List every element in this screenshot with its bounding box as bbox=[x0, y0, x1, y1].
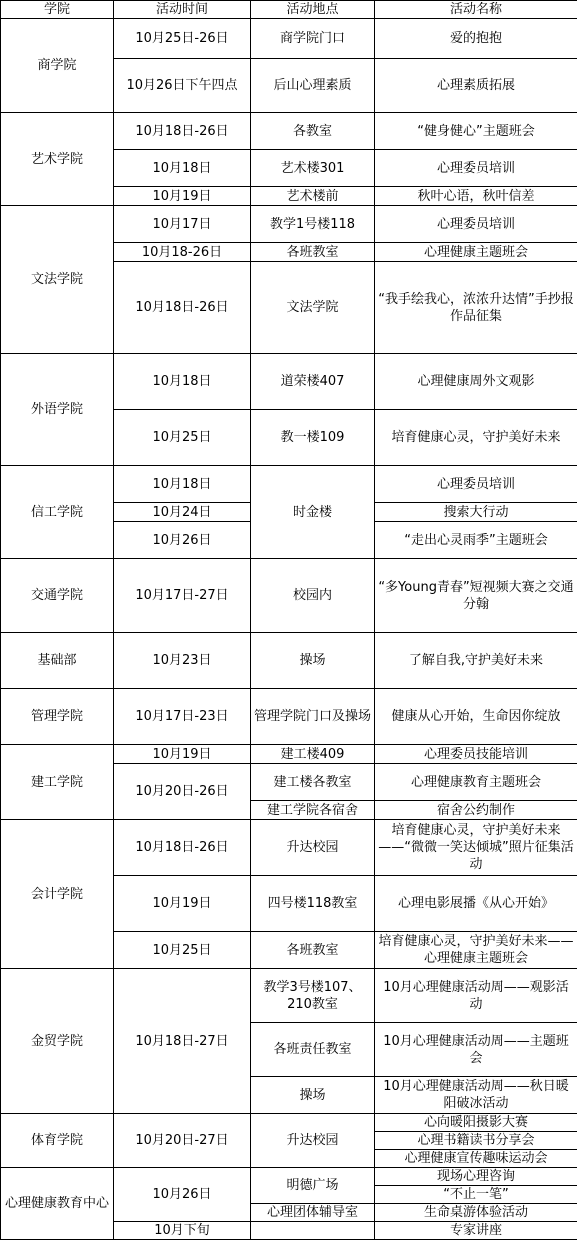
table-row bbox=[1, 354, 577, 410]
activity-cell: 培育健康心灵，守护美好未来——心理健康主题班会 bbox=[375, 932, 577, 969]
college-cell: 心理健康教育中心 bbox=[1, 1168, 114, 1240]
location-cell: 升达校园 bbox=[251, 820, 375, 876]
location-cell: 教一楼109 bbox=[251, 410, 375, 466]
time-cell: 10月17日 bbox=[114, 206, 251, 243]
location-cell: 校园内 bbox=[251, 559, 375, 633]
table-row bbox=[1, 969, 577, 1023]
college-cell: 艺术学院 bbox=[1, 113, 114, 206]
activity-cell: “我手绘我心，浓浓升达情”手抄报作品征集 bbox=[375, 262, 577, 354]
time-cell: 10月20日-26日 bbox=[114, 764, 251, 820]
location-cell: 建工楼409 bbox=[251, 745, 375, 764]
time-cell: 10月19日 bbox=[114, 876, 251, 932]
activity-cell: 10月心理健康活动周——秋日暖阳破冰活动 bbox=[375, 1077, 577, 1114]
activity-cell: 健康从心开始，生命因你绽放 bbox=[375, 689, 577, 745]
location-cell: 操场 bbox=[251, 1077, 375, 1114]
location-cell: 建工学院各宿舍 bbox=[251, 801, 375, 820]
table-row bbox=[1, 466, 577, 503]
time-cell: 10月25日 bbox=[114, 410, 251, 466]
time-cell: 10月18-26日 bbox=[114, 243, 251, 262]
location-cell: 明德广场 bbox=[251, 1168, 375, 1204]
table-row bbox=[1, 559, 577, 633]
activity-cell: 心理健康周外文观影 bbox=[375, 354, 577, 410]
college-cell: 交通学院 bbox=[1, 559, 114, 633]
college-cell: 金贸学院 bbox=[1, 969, 114, 1114]
header-location: 活动地点 bbox=[251, 1, 375, 19]
activity-cell: 10月心理健康活动周——观影活动 bbox=[375, 969, 577, 1023]
college-cell: 管理学院 bbox=[1, 689, 114, 745]
activity-cell: 生命桌游体验活动 bbox=[375, 1204, 577, 1222]
location-cell: 艺术楼前 bbox=[251, 187, 375, 206]
location-cell: 教学1号楼118 bbox=[251, 206, 375, 243]
time-cell: 10月18日 bbox=[114, 150, 251, 187]
location-cell bbox=[251, 1222, 375, 1240]
table-row bbox=[1, 820, 577, 876]
time-cell: 10月18日 bbox=[114, 354, 251, 410]
location-cell: 升达校园 bbox=[251, 1114, 375, 1168]
time-cell: 10月18日 bbox=[114, 466, 251, 503]
time-cell: 10月18日-26日 bbox=[114, 820, 251, 876]
time-cell: 10月26日 bbox=[114, 522, 251, 559]
time-cell: 10月19日 bbox=[114, 745, 251, 764]
location-cell: 各班教室 bbox=[251, 932, 375, 969]
activity-cell: 心理健康主题班会 bbox=[375, 243, 577, 262]
table-row bbox=[1, 206, 577, 243]
time-cell: 10月24日 bbox=[114, 503, 251, 522]
location-cell: 建工楼各教室 bbox=[251, 764, 375, 801]
time-cell: 10月下旬 bbox=[114, 1222, 251, 1240]
table-row bbox=[1, 113, 577, 150]
time-cell: 10月19日 bbox=[114, 187, 251, 206]
activity-cell: 心理素质拓展 bbox=[375, 59, 577, 113]
location-cell: 道荣楼407 bbox=[251, 354, 375, 410]
activity-cell: 心理健康教育主题班会 bbox=[375, 764, 577, 801]
time-cell: 10月18日-27日 bbox=[114, 969, 251, 1114]
activity-cell: “不止一笔” bbox=[375, 1186, 577, 1204]
location-cell: 各班责任教室 bbox=[251, 1023, 375, 1077]
activity-cell: 培育健康心灵，守护美好未来 bbox=[375, 410, 577, 466]
college-cell: 建工学院 bbox=[1, 745, 114, 820]
table-row bbox=[1, 1114, 577, 1132]
college-cell: 外语学院 bbox=[1, 354, 114, 466]
time-cell: 10月17日-27日 bbox=[114, 559, 251, 633]
activity-cell: “走出心灵雨季”主题班会 bbox=[375, 522, 577, 559]
location-cell: 管理学院门口及操场 bbox=[251, 689, 375, 745]
table-row bbox=[1, 19, 577, 59]
location-cell: 商学院门口 bbox=[251, 19, 375, 59]
college-cell: 商学院 bbox=[1, 19, 114, 113]
location-cell: 文法学院 bbox=[251, 262, 375, 354]
time-cell: 10月18日-26日 bbox=[114, 113, 251, 150]
activity-cell: 现场心理咨询 bbox=[375, 1168, 577, 1186]
activity-cell: 搜索大行动 bbox=[375, 503, 577, 522]
location-cell: 心理团体辅导室 bbox=[251, 1204, 375, 1222]
time-cell: 10月20日-27日 bbox=[114, 1114, 251, 1168]
activity-cell: “多Young青春”短视频大赛之交通分翰 bbox=[375, 559, 577, 633]
time-cell: 10月23日 bbox=[114, 633, 251, 689]
table-row bbox=[1, 745, 577, 764]
activity-cell: 心理健康宣传趣味运动会 bbox=[375, 1150, 577, 1168]
location-cell: 后山心理素质 bbox=[251, 59, 375, 113]
time-cell: 10月26日下午四点 bbox=[114, 59, 251, 113]
activity-cell: 了解自我,守护美好未来 bbox=[375, 633, 577, 689]
time-cell: 10月18日-26日 bbox=[114, 262, 251, 354]
location-cell: 艺术楼301 bbox=[251, 150, 375, 187]
activity-cell: 心理委员培训 bbox=[375, 466, 577, 503]
location-cell: 四号楼118教室 bbox=[251, 876, 375, 932]
header-row bbox=[1, 1, 577, 19]
location-cell: 各教室 bbox=[251, 113, 375, 150]
header-college: 学院 bbox=[1, 1, 114, 19]
location-cell: 各班教室 bbox=[251, 243, 375, 262]
activity-cell: 10月心理健康活动周——主题班会 bbox=[375, 1023, 577, 1077]
college-cell: 基础部 bbox=[1, 633, 114, 689]
activity-cell: “健身健心”主题班会 bbox=[375, 113, 577, 150]
table-row bbox=[1, 1168, 577, 1186]
time-cell: 10月25日 bbox=[114, 932, 251, 969]
activity-cell: 心理委员培训 bbox=[375, 206, 577, 243]
college-cell: 信工学院 bbox=[1, 466, 114, 559]
location-cell: 时金楼 bbox=[251, 466, 375, 559]
activity-cell: 心理电影展播《从心开始》 bbox=[375, 876, 577, 932]
header-time: 活动时间 bbox=[114, 1, 251, 19]
activity-cell: 爱的抱抱 bbox=[375, 19, 577, 59]
time-cell: 10月26日 bbox=[114, 1168, 251, 1222]
activity-cell: 心向暖阳摄影大赛 bbox=[375, 1114, 577, 1132]
activity-cell: 秋叶心语，秋叶信差 bbox=[375, 187, 577, 206]
college-cell: 体育学院 bbox=[1, 1114, 114, 1168]
table-row bbox=[1, 633, 577, 689]
header-activity-name: 活动名称 bbox=[375, 1, 577, 19]
college-cell: 文法学院 bbox=[1, 206, 114, 354]
table-row bbox=[1, 689, 577, 745]
college-cell: 会计学院 bbox=[1, 820, 114, 969]
activity-cell: 宿舍公约制作 bbox=[375, 801, 577, 820]
activity-cell: 专家讲座 bbox=[375, 1222, 577, 1240]
location-cell: 教学3号楼107、210教室 bbox=[251, 969, 375, 1023]
time-cell: 10月17日-23日 bbox=[114, 689, 251, 745]
activity-cell: 培育健康心灵，守护美好未来——“微微一笑达倾城”照片征集活动 bbox=[375, 820, 577, 876]
activity-cell: 心理委员技能培训 bbox=[375, 745, 577, 764]
location-cell: 操场 bbox=[251, 633, 375, 689]
activity-cell: 心理委员培训 bbox=[375, 150, 577, 187]
time-cell: 10月25日-26日 bbox=[114, 19, 251, 59]
activity-cell: 心理书籍读书分享会 bbox=[375, 1132, 577, 1150]
